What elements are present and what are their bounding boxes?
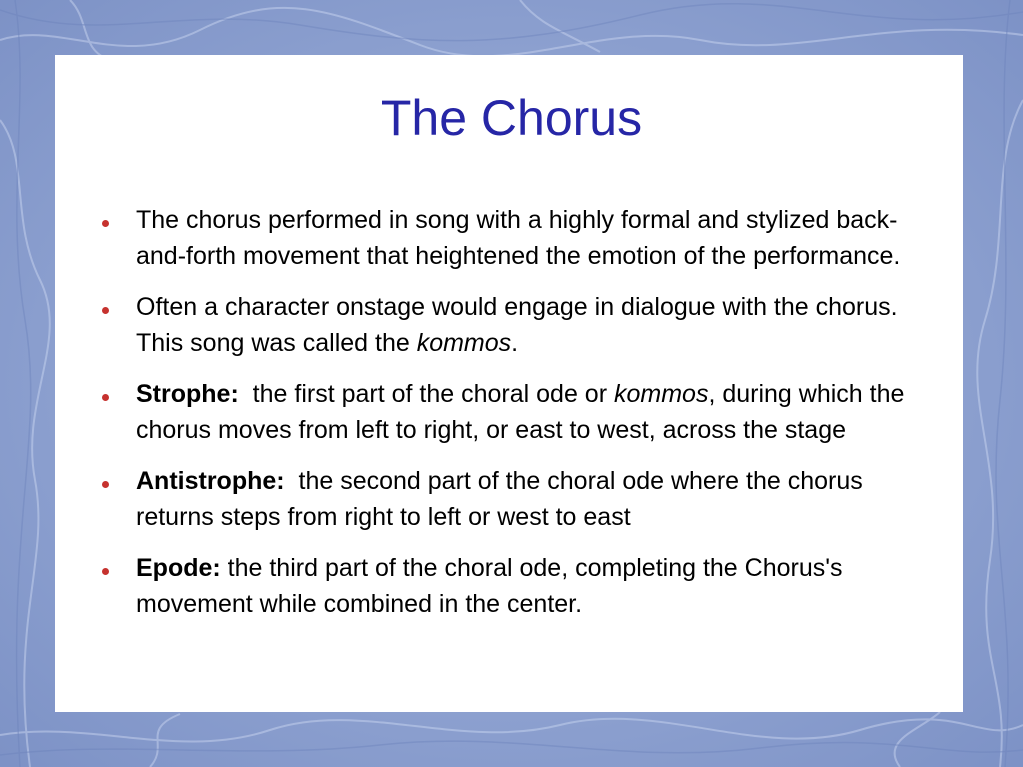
bullet-item [100,290,940,361]
bullet-text: the second part of the choral ode where the chorus returns steps from right to left or west to east [136,467,870,531]
bullet-item [100,377,940,448]
bullet-term: Epode: [136,554,221,582]
bullet-text-end: , during which the chorus moves from left to right, or east to west, across the stage [136,380,905,444]
slide-title: The Chorus [380,90,643,146]
bullet-dot-icon [102,220,109,227]
bullet-term: Strophe: [136,380,239,408]
bullet-dot-icon [102,307,109,314]
bullet-dot-icon [102,481,109,488]
bullet-text: the third part of the choral ode, completing the Chorus's movement while combined in the center. [136,554,850,618]
bullet-item [100,464,940,535]
bullet-emphasis: kommos [613,380,709,408]
bullet-term: Antistrophe: [136,467,285,495]
bullet-list [100,203,940,638]
bullet-text: Often a character onstage would engage in dialogue with the chorus. This song was called the [136,293,898,357]
bullet-dot-icon [102,394,109,401]
bullet-dot-icon [102,568,109,575]
bullet-item [100,551,940,622]
bullet-text: The chorus performed in song with a highly formal and stylized back-and-forth movement that heightened the emotion of the performance. [136,206,901,270]
bullet-text-end: . [511,328,519,357]
bullet-emphasis: kommos [416,328,512,357]
bullet-item [100,203,940,274]
bullet-text: the first part of the choral ode or [238,380,614,408]
